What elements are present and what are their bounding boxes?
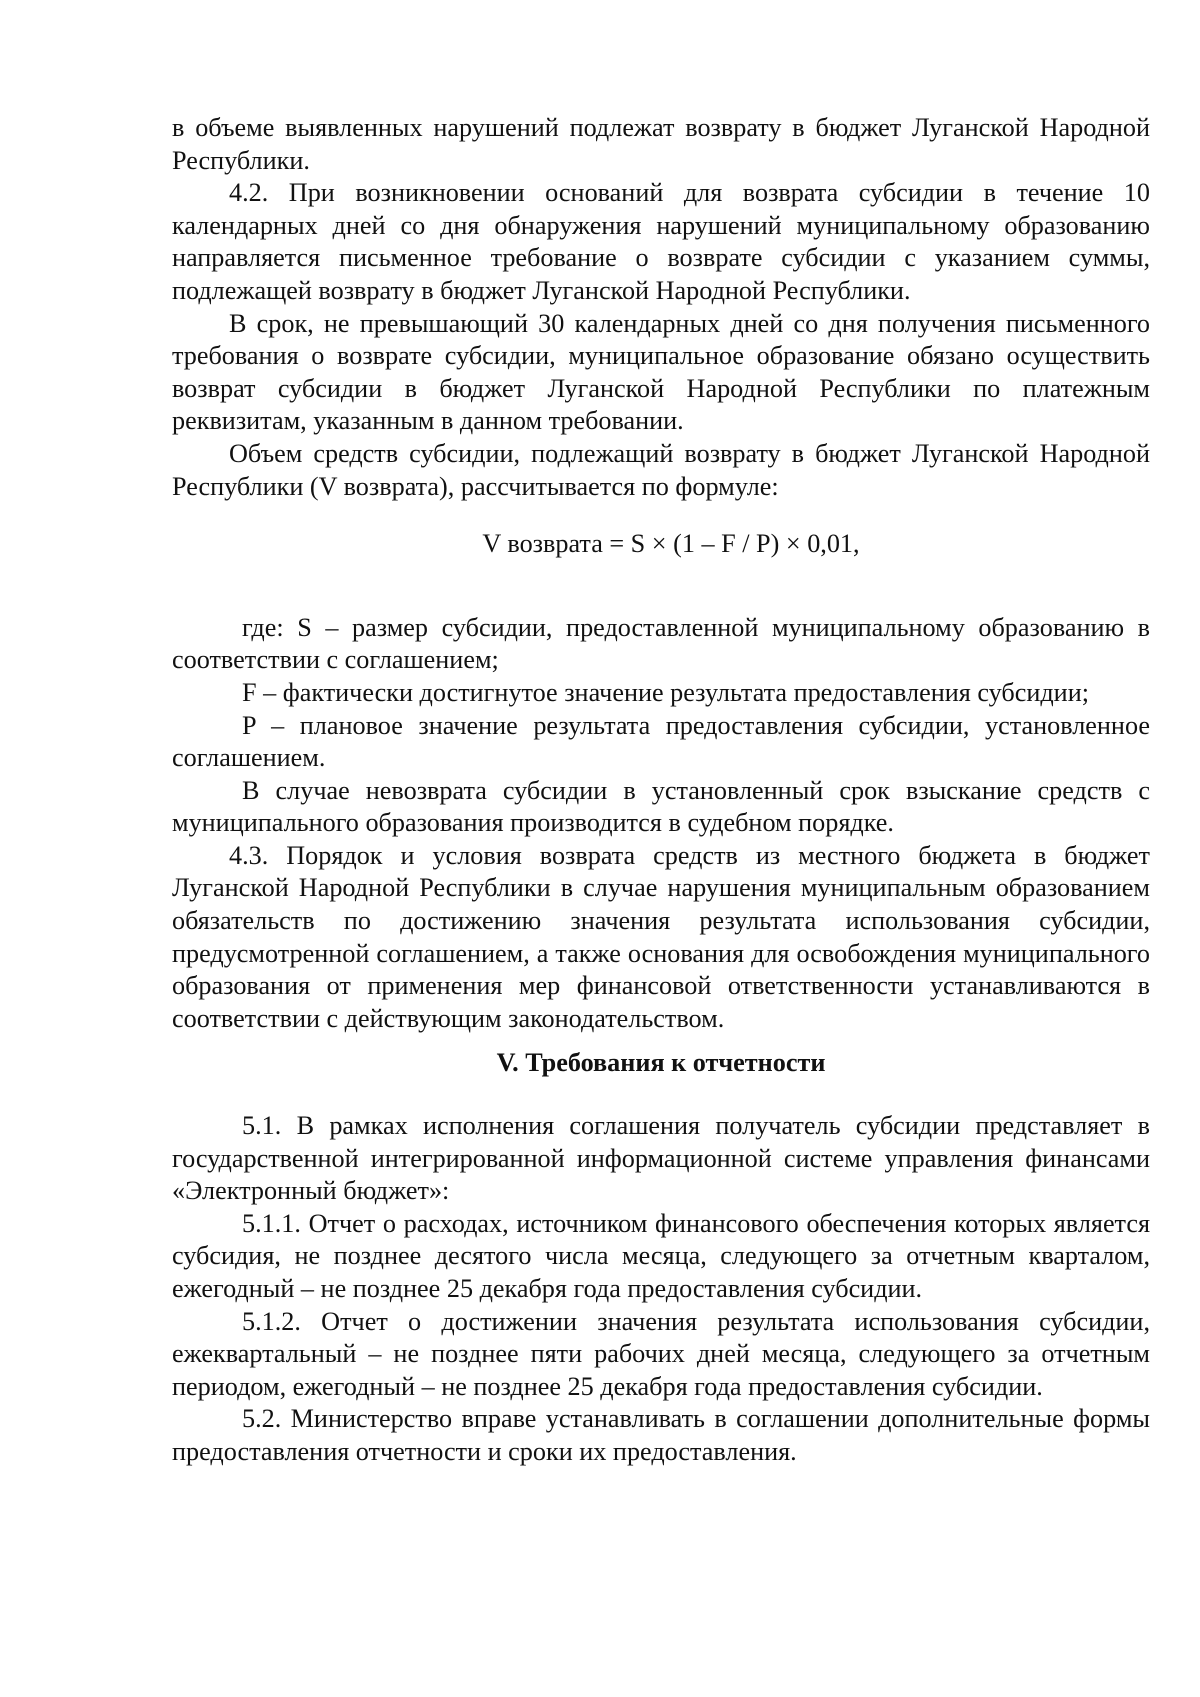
formula: V возврата = S × (1 – F / P) × 0,01, [482, 529, 860, 559]
section-heading: V. Требования к отчетности [496, 1048, 826, 1078]
paragraph-5-2: 5.2. Министерство вправе устанавливать в соглашении дополнительные формы предоставления отчетности и сроки их предоставления. [172, 1404, 1150, 1466]
paragraph-continuation: в объеме выявленных нарушений подлежат возврату в бюджет Луганской Народной Республики. [172, 113, 1150, 175]
formula-legend-p: P – плановое значение результата предоставления субсидии, установленное соглашением. [172, 710, 1150, 773]
paragraph-4-3: 4.3. Порядок и условия возврата средств из местного бюджета в бюджет Луганской Народной Республики в случае нарушения муниципальным образованием обязательств по достижению значения результата использования субсидии, предусмотренной соглашением, а также основания для освобождения муниципального образования от применения мер финансовой ответственности устанавливаются в соответствии с действующим законодательством. [172, 840, 1150, 1033]
paragraph-5-1: 5.1. В рамках исполнения соглашения получатель субсидии представляет в государственной интегрированной информационной системе управления финансами «Электронный бюджет»: [172, 1111, 1150, 1206]
paragraph-non-return: В случае невозврата субсидии в установленный срок взыскание средств с муниципального образования производится в судебном порядке. [172, 775, 1150, 838]
paragraph-5-1-2: 5.1.2. Отчет о достижении значения результата использования субсидии, ежеквартальный – не позднее пяти рабочих дней месяца, следующего за отчетным периодом, ежегодный – не позднее 25 декабря года предоставления субсидии. [172, 1306, 1150, 1401]
paragraph-return-deadline: В срок, не превышающий 30 календарных дней со дня получения письменного требования о возврате субсидии, муниципальное образование обязано осуществить возврат субсидии в бюджет Луганской Народной Республики по платежным реквизитам, указанным в данном требовании. [172, 308, 1150, 436]
document-page [172, 112, 1150, 1469]
paragraph-5-1-1: 5.1.1. Отчет о расходах, источником финансового обеспечения которых является субсидия, не позднее десятого числа месяца, следующего за отчетным кварталом, ежегодный – не позднее 25 декабря года предоставления субсидии. [172, 1208, 1150, 1303]
formula-legend-f: F – фактически достигнутое значение результата предоставления субсидии; [242, 677, 1089, 707]
formula-legend-s: где: S – размер субсидии, предоставленной муниципальному образованию в соответствии с соглашением; [172, 612, 1150, 675]
paragraph-return-volume: Объем средств субсидии, подлежащий возврату в бюджет Луганской Народной Республики (V возврата), рассчитывается по формуле: [172, 438, 1150, 501]
paragraph-4-2: 4.2. При возникновении оснований для возврата субсидии в течение 10 календарных дней со дня обнаружения нарушений муниципальному образованию направляется письменное требование о возврате субсидии с указанием суммы, подлежащей возврату в бюджет Луганской Народной Республики. [172, 178, 1150, 305]
